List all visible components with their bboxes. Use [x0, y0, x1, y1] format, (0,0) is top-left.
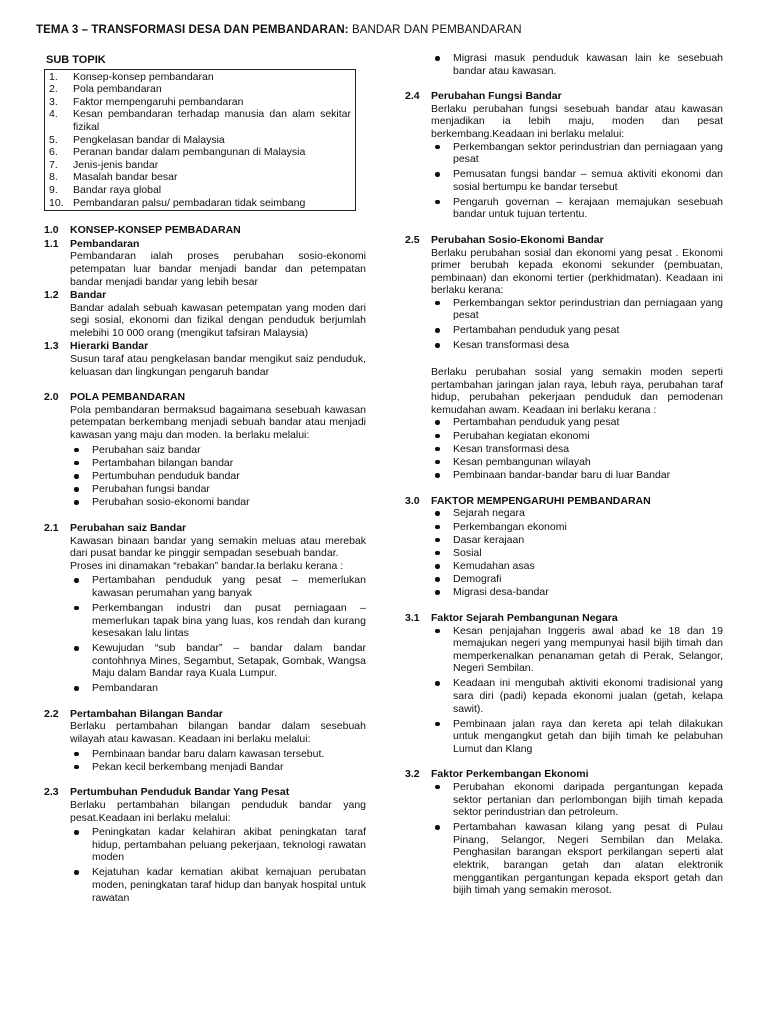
section-number: 1.2 [44, 289, 59, 302]
section-title: Hierarki Bandar [70, 340, 149, 353]
subtopik-text: Konsep-konsep pembandaran [73, 70, 214, 83]
paragraph: Berlaku perubahan sosial yang semakin moden seperti pertambahan jaringan jalan raya, lebuh raya, perubahan taraf hidup, perubahan pekerjaan penduduk dan pemodenan kemudahan awam. Keadaan ini berlaku kerana : [431, 366, 723, 416]
list-item: Pertambahan penduduk yang pesat [431, 324, 723, 337]
subtopik-heading: SUB TOPIK [46, 54, 106, 66]
list-item: Sosial [431, 547, 723, 560]
section-heading [405, 234, 723, 247]
paragraph: Pembandaran ialah proses perubahan sosio-ekonomi petempatan luar bandar menjadi bandar dan petempatan bandar menjadi bandar yang lebih besar [70, 250, 366, 288]
list-item: Pekan kecil berkembang menjadi Bandar [70, 761, 366, 774]
subtopik-num: 6. [49, 146, 58, 159]
section-title: Bandar [70, 289, 107, 302]
bullet-list [70, 748, 366, 774]
section-heading [405, 768, 723, 781]
bullet-list [70, 574, 366, 695]
section-heading [44, 391, 366, 404]
list-item: Demografi [431, 573, 723, 586]
paragraph: Bandar adalah sebuah kawasan petempatan yang moden dari segi sosial, ekonomi dan fizikal dengan penduduk berjumlah melebihi 10 000 orang (mengikut tafsiran Malaysia) [70, 301, 366, 339]
paragraph: Proses ini dinamakan “rebakan” bandar.Ia berlaku kerana : [70, 559, 344, 572]
subtopik-item [49, 197, 351, 210]
list-item: Kewujudan “sub bandar” – bandar dalam bandar contohhnya Mines, Segambut, Setapak, Gombak, Wangsa Maju dalam Bandar raya Kuala Lumpur. [70, 642, 366, 680]
subtopik-text: Faktor mempengaruhi pembandaran [73, 95, 244, 108]
list-item: Kesan penjajahan Inggeris awal abad ke 18 dan 19 memajukan negeri yang mempunyai hasil bijih timah dan memperkenalkan penanaman getah di Perak, Selangor, Negeri Sembilan. [431, 625, 723, 675]
list-item: Kemudahan asas [431, 560, 723, 573]
list-item: Kejatuhan kadar kematian akibat kemajuan perubatan moden, peningkatan taraf hidup dan banyak hospital untuk rawatan [70, 866, 366, 904]
paragraph: Susun taraf atau pengkelasan bandar mengikut saiz penduduk, keluasan dan lingkungan pengaruh bandar [70, 353, 366, 378]
section-number: 3.2 [405, 768, 420, 781]
title-normal: BANDAR DAN PEMBANDARAN [348, 24, 522, 36]
bullet-list [431, 781, 723, 897]
section-heading [44, 786, 366, 799]
section-number: 2.5 [405, 233, 420, 246]
paragraph: Berlaku perubahan sosial dan ekonomi yang pesat . Ekonomi primer berubah kepada ekonomi sekunder (pembuatan, pembinaan) dan ekonomi tertier (perkhidmatan). Keadaan ini berlaku kerana: [431, 246, 723, 297]
subtopik-item [49, 184, 351, 197]
subtopik-num: 3. [49, 95, 58, 108]
section-heading [44, 238, 366, 251]
section-heading [44, 224, 366, 237]
list-item: Migrasi desa-bandar [431, 586, 723, 599]
left-column [44, 52, 366, 907]
subtopik-num: 9. [49, 183, 58, 196]
subtopik-num: 7. [49, 158, 58, 171]
list-item: Perkembangan ekonomi [431, 521, 723, 534]
paragraph: Berlaku pertambahan bilangan penduduk bandar yang pesat.Keadaan ini berlaku melalui: [70, 799, 366, 824]
subtopik-text: Jenis-jenis bandar [73, 158, 159, 171]
list-item: Pertambahan penduduk yang pesat – memerlukan kawasan perumahan yang banyak [70, 574, 366, 599]
bullet-list [70, 444, 366, 509]
page-title [36, 24, 522, 37]
section-title: Faktor Sejarah Pembangunan Negara [431, 612, 618, 625]
list-item: Pembandaran [70, 682, 366, 695]
section-number: 1.3 [44, 340, 59, 353]
section-title: Pertumbuhan Penduduk Bandar Yang Pesat [70, 786, 290, 799]
list-item: Perkembangan sektor perindustrian dan perniagaan yang pesat [431, 297, 723, 322]
list-item: Pembinaan bandar baru dalam kawasan tersebut. [70, 748, 366, 761]
paragraph: Berlaku perubahan fungsi sesebuah bandar atau kawasan menjadikan ia lebih maju, moden dan pesat berkembang.Keadaan ini berlaku melalui: [431, 102, 723, 140]
subtopik-item [49, 83, 351, 96]
list-item: Pertambahan kawasan kilang yang pesat di Pulau Pinang, Selangor, Negeri Sembilan dan Melaka. Penghasilan barangan eksport perkilangan seperti alat elektrik, barangan getah dan alatan elektronik menggantikan pergantungan kepada eksport getah dan bijih timah yang semakin merosot. [431, 821, 723, 897]
section-number: 3.1 [405, 612, 420, 625]
list-item: Perkembangan industri dan pusat perniagaan – memerlukan tapak bina yang luas, kos rendah dan kurang kesesakan lalu lintas [70, 602, 366, 640]
list-item: Kesan transformasi desa [431, 339, 723, 352]
list-item: Sejarah negara [431, 507, 723, 520]
bullet-list [70, 826, 366, 904]
subtopik-text: Pola pembandaran [73, 83, 162, 96]
section-number: 2.2 [44, 707, 59, 720]
list-item: Perkembangan sektor perindustrian dan perniagaan yang pesat [431, 141, 723, 166]
subtopik-item [49, 108, 351, 133]
list-item: Pertumbuhan penduduk bandar [70, 470, 366, 483]
list-item: Pemusatan fungsi bandar – semua aktiviti ekonomi dan sosial bertumpu ke bandar tersebut [431, 168, 723, 193]
subtopik-num: 5. [49, 133, 58, 146]
section-number: 1.0 [44, 224, 59, 237]
subtopik-item [49, 159, 351, 172]
section-title: FAKTOR MEMPENGARUHI PEMBANDARAN [431, 494, 651, 507]
section-heading [405, 612, 723, 625]
section-number: 2.1 [44, 521, 59, 534]
section-heading [44, 522, 366, 535]
section-title: Pembandaran [70, 237, 140, 250]
list-item: Pengaruh governan – kerajaan memajukan sesebuah bandar untuk tujuan tertentu. [431, 196, 723, 221]
section-number: 2.0 [44, 391, 59, 404]
section-heading [44, 289, 366, 302]
subtopik-text: Pembandaran palsu/ pembadaran tidak seimbang [73, 196, 306, 209]
list-item: Migrasi masuk penduduk kawasan lain ke sesebuah bandar atau kawasan. [431, 52, 723, 77]
paragraph: Pola pembandaran bermaksud bagaimana sesebuah kawasan petempatan berkembang menjadi sebuah bandar atau menjadi kawasan yang maju dan moden. Ia berlaku melalui: [70, 403, 366, 442]
section-title: KONSEP-KONSEP PEMBADARAN [70, 224, 241, 237]
list-item: Kesan transformasi desa [431, 443, 723, 456]
list-item: Perubahan ekonomi daripada pergantungan kepada sektor pertanian dan perlombongan bijih timah kepada sektor perindustrian dan petroleum. [431, 781, 723, 819]
section-heading [44, 708, 366, 721]
list-item: Perubahan kegiatan ekonomi [431, 430, 723, 443]
bullet-list [431, 141, 723, 221]
list-item: Pertambahan penduduk yang pesat [431, 416, 723, 429]
section-title: Faktor Perkembangan Ekonomi [431, 768, 589, 781]
list-item: Pembinaan bandar-bandar baru di luar Bandar [431, 469, 723, 482]
bullet-list [431, 625, 723, 756]
subtopik-box [44, 69, 356, 212]
list-item: Keadaan ini mengubah aktiviti ekonomi tradisional yang sara diri (padi) kepada ekonomi jualan (getah, kelapa sawit). [431, 677, 723, 715]
list-item: Dasar kerajaan [431, 534, 723, 547]
section-title: Perubahan Sosio-Ekonomi Bandar [431, 233, 604, 246]
section-title: Perubahan Fungsi Bandar [431, 90, 562, 103]
section-number: 1.1 [44, 237, 59, 250]
subtopik-item [49, 134, 351, 147]
section-title: Pertambahan Bilangan Bandar [70, 707, 223, 720]
list-item: Pertambahan bilangan bandar [70, 457, 366, 470]
subtopik-num: 1. [49, 70, 58, 83]
list-item: Peningkatan kadar kelahiran akibat peningkatan taraf hidup, pertambahan peluang pekerjaan, teknologi rawatan moden [70, 826, 366, 864]
bullet-list [431, 297, 723, 352]
bullet-list [431, 52, 723, 77]
section-heading [44, 340, 366, 353]
bullet-list [431, 507, 723, 599]
section-title: POLA PEMBANDARAN [70, 391, 186, 404]
right-column [405, 52, 723, 899]
paragraph: Berlaku pertambahan bilangan bandar dalam sesebuah wilayah atau kawasan. Keadaan ini berlaku melalui: [70, 720, 366, 746]
bullet-list [431, 416, 723, 481]
section-heading [405, 90, 723, 103]
subtopik-text: Kesan pembandaran terhadap manusia dan alam sekitar fizikal [73, 108, 351, 133]
subtopik-text: Masalah bandar besar [73, 171, 178, 184]
subtopik-item [49, 71, 351, 84]
list-item: Pembinaan jalan raya dan kereta api telah dilakukan untuk mengangkut getah dan bijih timah ke pelabuhan Lumut dan Klang [431, 718, 723, 756]
subtopik-num: 8. [49, 171, 58, 184]
subtopik-num: 2. [49, 83, 58, 96]
section-number: 3.0 [405, 494, 420, 507]
paragraph: Kawasan binaan bandar yang semakin meluas atau merebak dari pusat bandar ke pinggir sempadan sesebuah bandar. [70, 534, 366, 560]
subtopik-num: 4. [49, 108, 58, 121]
subtopik-text: Peranan bandar dalam pembangunan di Malaysia [73, 146, 306, 159]
section-number: 2.3 [44, 786, 59, 799]
subtopik-text: Bandar raya global [73, 183, 162, 196]
section-title: Perubahan saiz Bandar [70, 521, 187, 534]
list-item: Perubahan fungsi bandar [70, 483, 366, 496]
subtopik-item [49, 96, 351, 109]
subtopik-num: 10. [49, 196, 64, 209]
subtopik-item [49, 146, 351, 159]
list-item: Kesan pembangunan wilayah [431, 456, 723, 469]
title-bold: TEMA 3 – TRANSFORMASI DESA DAN PEMBANDARAN: [36, 24, 349, 36]
subtopik-item [49, 171, 351, 184]
section-number: 2.4 [405, 90, 420, 103]
subtopik-text: Pengkelasan bandar di Malaysia [73, 133, 225, 146]
list-item: Perubahan sosio-ekonomi bandar [70, 496, 366, 509]
section-heading [405, 495, 723, 508]
list-item: Perubahan saiz bandar [70, 444, 366, 457]
